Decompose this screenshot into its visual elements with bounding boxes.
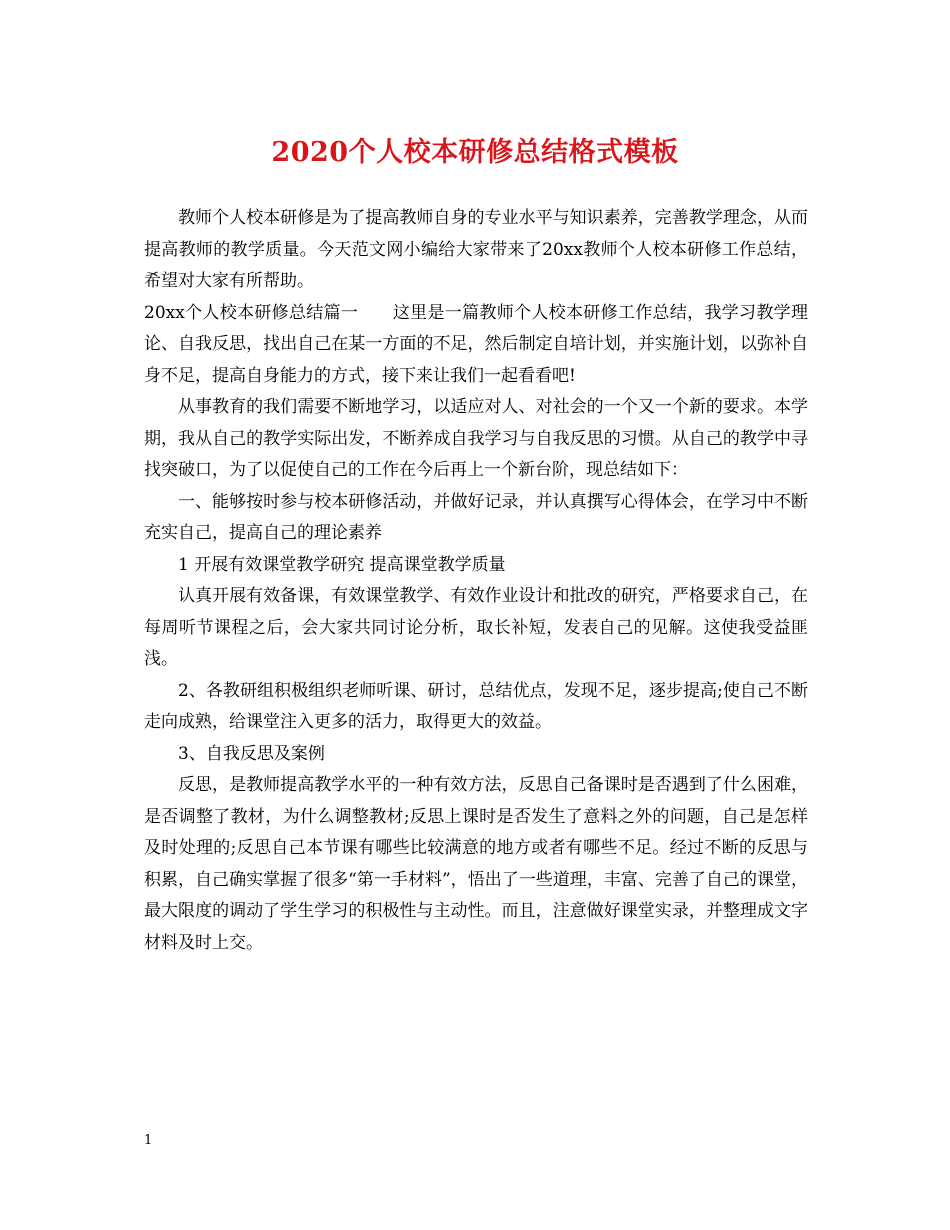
paragraph-reflection: 反思，是教师提高教学水平的一种有效方法，反思自己备课时是否遇到了什么困难，是否调整了教材，为什么调整教材;反思上课时是否发生了意料之外的问题，自己是怎样及时处理的;反思自己本节课有哪些比较满意的地方或者有哪些不足。经过不断的反思与积累，自己确实掌握了很多“第一手材料”，悟出了一些道理，丰富、完善了自己的课堂，最大限度的调动了学生学习的积极性与主动性。而且，注意做好课堂实录，并整理成文字材料及时上交。	[144, 775, 808, 953]
paragraph-intro: 教师个人校本研修是为了提高教师自身的专业水平与知识素养，完善教学理念，从而提高教师的教学质量。今天范文网小编给大家带来了20xx教师个人校本研修工作总结，希望对大家有所帮助。	[144, 208, 808, 291]
paragraph-research-groups: 2、各教研组积极组织老师听课、研讨，总结优点，发现不足，逐步提高;使自己不断走向成熟，给课堂注入更多的活力，取得更大的效益。	[144, 680, 808, 732]
document-title: 2020个人校本研修总结格式模板	[271, 137, 679, 168]
paragraph-heading-one: 一、能够按时参与校本研修活动，并做好记录，并认真撰写心得体会，在学习中不断充实自己，提高自己的理论素养	[144, 491, 808, 543]
paragraph-effective-teaching: 认真开展有效备课，有效课堂教学、有效作业设计和批改的研究，严格要求自己，在每周听节课程之后，会大家共同讨论分析，取长补短，发表自己的见解。这使我受益匪浅。	[144, 586, 808, 669]
paragraph-section-one-intro: 20xx个人校本研修总结篇一 这里是一篇教师个人校本研修工作总结，我学习教学理论、自我反思，找出自己在某一方面的不足，然后制定自培计划，并实施计划，以弥补自身不足，提高自身能力的方式，接下来让我们一起看看吧!	[144, 302, 808, 386]
paragraph-subheading-one: 1 开展有效课堂教学研究 提高课堂教学质量	[178, 554, 506, 575]
page-number: 1	[144, 1133, 153, 1148]
paragraph-learning: 从事教育的我们需要不断地学习，以适应对人、对社会的一个又一个新的要求。本学期，我从自己的教学实际出发，不断养成自我学习与自我反思的习惯。从自己的教学中寻找突破口，为了以促使自己的工作在今后再上一个新台阶，现总结如下：	[144, 397, 808, 480]
paragraph-subheading-three: 3、自我反思及案例	[178, 743, 325, 764]
document-body	[144, 203, 808, 959]
